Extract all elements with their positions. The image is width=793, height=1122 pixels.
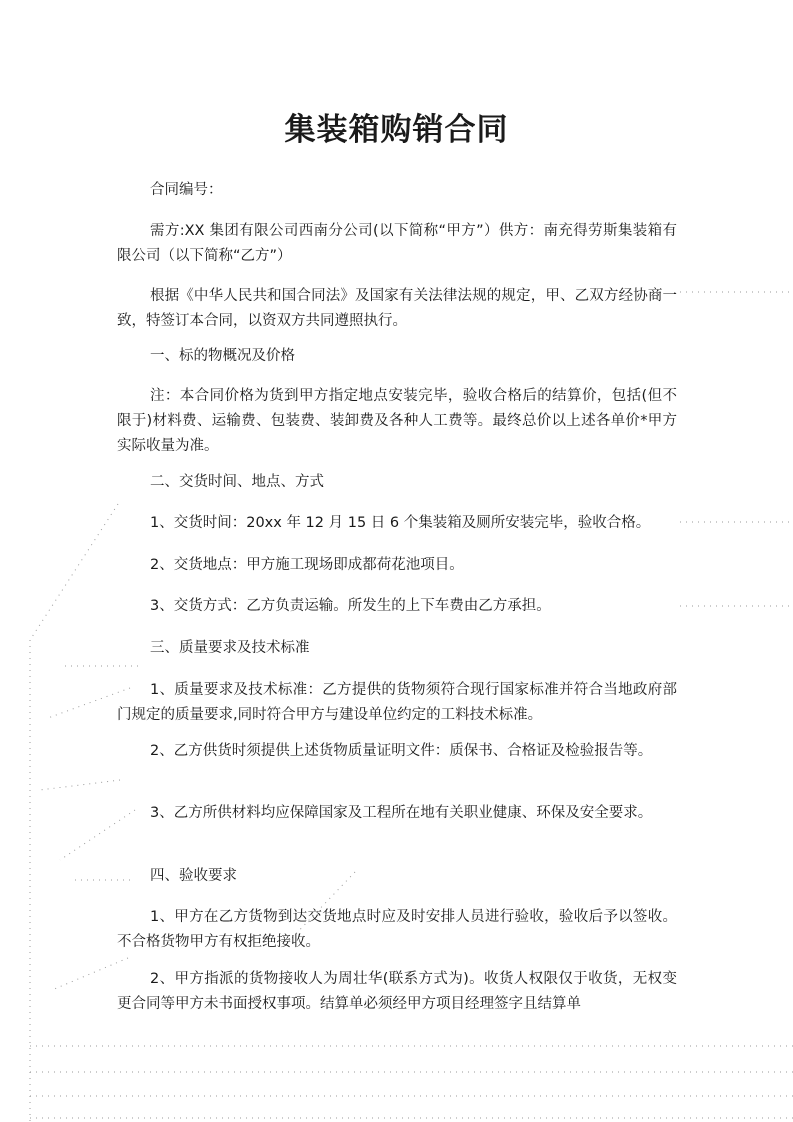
section-3-item-3: 3、乙方所供材料均应保障国家及工程所在地有关职业健康、环保及安全要求。 <box>150 805 653 821</box>
section-1-note: 注：本合同价格为货到甲方指定地点安装完毕，验收合格后的结算价，包括(但不限于)材料费、运输费、包装费、装卸费及各种人工费等。最终总价以上述各单价*甲方实际收量为准。 <box>117 388 677 454</box>
page-title: 集装箱购销合同 <box>284 112 509 148</box>
section-4-heading: 四、验收要求 <box>150 868 237 884</box>
section-1-heading: 一、标的物概况及价格 <box>150 348 295 364</box>
preamble-paragraph: 根据《中华人民共和国合同法》及国家有关法律法规的规定，甲、乙双方经协商一致，特签订本合同，以资双方共同遵照执行。 <box>117 288 677 329</box>
contract-number-label: 合同编号： <box>150 182 223 198</box>
section-2-heading: 二、交货时间、地点、方式 <box>150 474 324 490</box>
parties-paragraph: 需方:XX 集团有限公司西南分公司(以下简称“甲方”）供方：南充得劳斯集装箱有限公司（以下简称“乙方”） <box>117 223 677 264</box>
section-3-heading: 三、质量要求及技术标准 <box>150 640 310 656</box>
section-4-item-1: 1、甲方在乙方货物到达交货地点时应及时安排人员进行验收，验收后予以签收。不合格货物甲方有权拒绝接收。 <box>117 909 677 950</box>
section-2-item-3: 3、交货方式：乙方负责运输。所发生的上下车费由乙方承担。 <box>150 598 551 614</box>
section-3-item-2: 2、乙方供货时须提供上述货物质量证明文件：质保书、合格证及检验报告等。 <box>150 743 653 759</box>
section-3-item-1: 1、质量要求及技术标准：乙方提供的货物须符合现行国家标准并符合当地政府部门规定的质量要求,同时符合甲方与建设单位约定的工料技术标准。 <box>117 682 677 723</box>
section-2-item-1: 1、交货时间：20xx 年 12 月 15 日 6 个集装箱及厕所安装完毕，验收合格。 <box>150 515 651 531</box>
section-4-item-2: 2、甲方指派的货物接收人为周壮华(联系方式为)。收货人权限仅于收货，无权变更合同等甲方未书面授权事项。结算单必须经甲方项目经理签字且结算单 <box>117 971 677 1012</box>
section-2-item-2: 2、交货地点：甲方施工现场即成都荷花池项目。 <box>150 557 464 573</box>
